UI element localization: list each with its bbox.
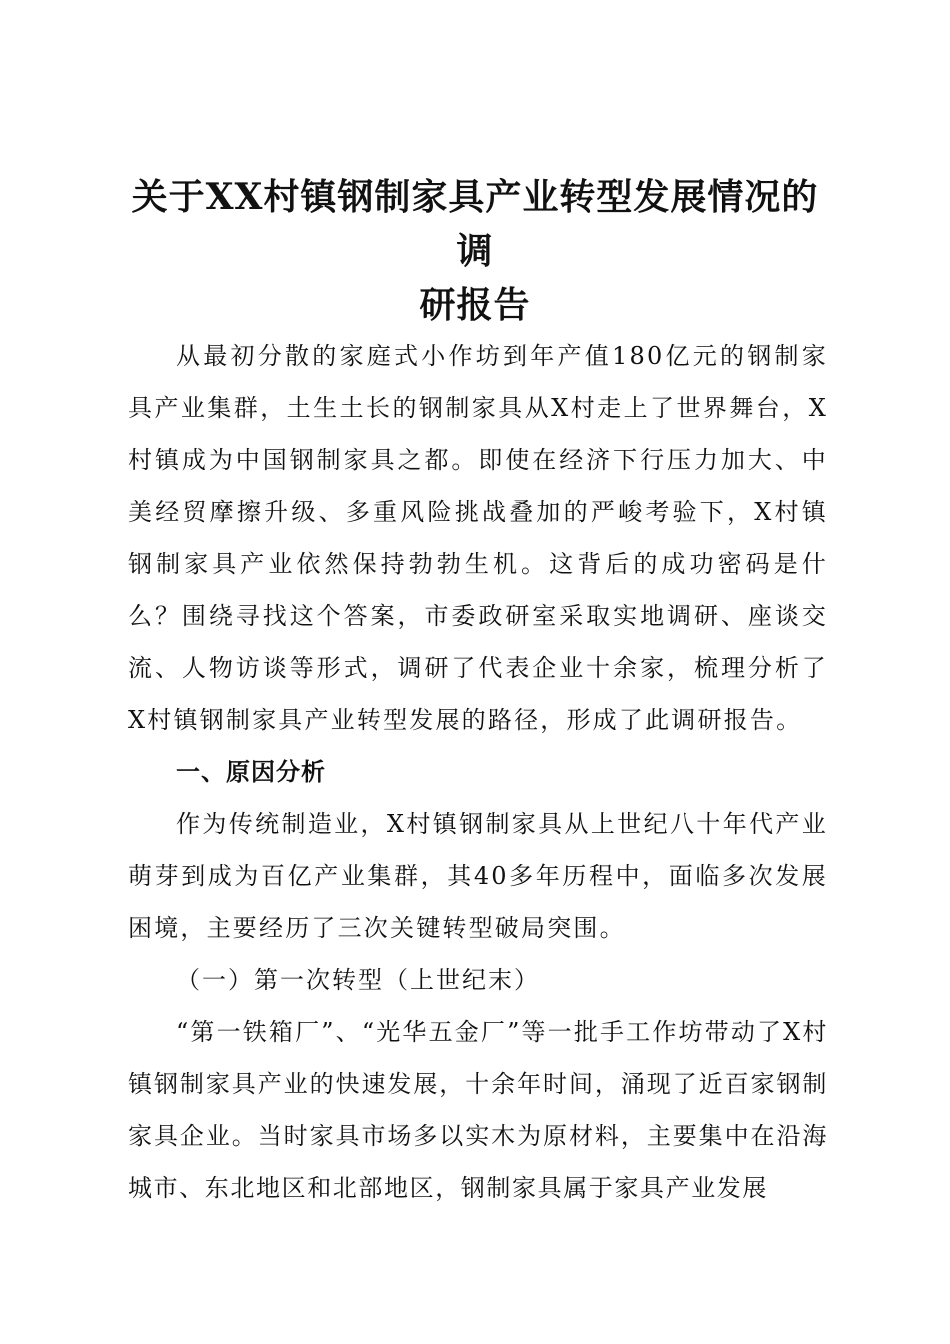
document-title — [118, 170, 832, 332]
subsection-paragraph: “第一铁箱厂”、“光华五金厂”等一批手工作坊带动了X村镇钢制家具产业的快速发展，十余年时间，涌现了近百家钢制家具企业。当时家具市场多以实木为原材料，主要集中在沿海城市、东北地区和北部地区，钢制家具属于家具产业发展 — [128, 1018, 828, 1202]
document-body — [128, 330, 828, 1214]
section-heading-cause-analysis: 一、原因分析 — [176, 758, 326, 786]
section-paragraph: 作为传统制造业，X村镇钢制家具从上世纪八十年代产业萌芽到成为百亿产业集群，其40多年历程中，面临多次发展困境，主要经历了三次关键转型破局突围。 — [128, 810, 828, 942]
subsection-heading-first-transformation: （一）第一次转型（上世纪末） — [176, 966, 540, 994]
title-line-2: 研报告 — [419, 284, 531, 326]
intro-paragraph: 从最初分散的家庭式小作坊到年产值180亿元的钢制家具产业集群，土生土长的钢制家具从X村走上了世界舞台，X村镇成为中国钢制家具之都。即使在经济下行压力加大、中美经贸摩擦升级、多重风险挑战叠加的严峻考验下，X村镇钢制家具产业依然保持勃勃生机。这背后的成功密码是什么？围绕寻找这个答案，市委政研室采取实地调研、座谈交流、人物访谈等形式，调研了代表企业十余家，梳理分析了X村镇钢制家具产业转型发展的路径，形成了此调研报告。 — [128, 342, 828, 734]
title-line-1: 关于XX村镇钢制家具产业转型发展情况的调 — [131, 176, 819, 272]
